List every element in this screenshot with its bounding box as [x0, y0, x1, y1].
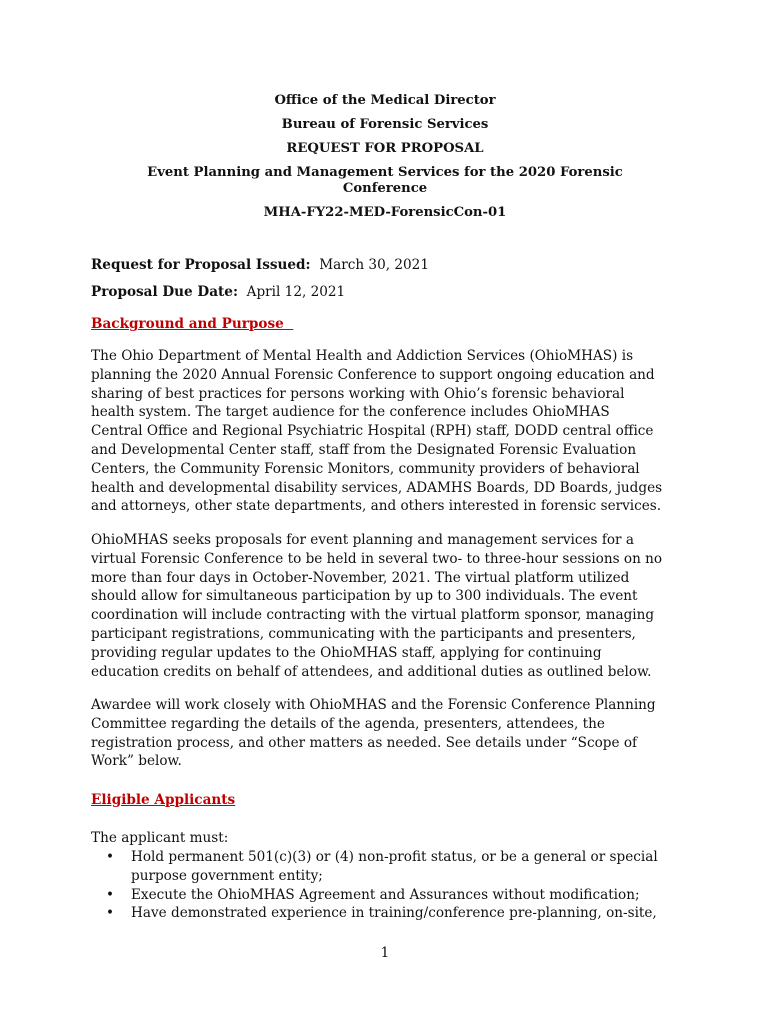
paragraph-line: registration process, and other matters as needed. See details under “Scope of — [91, 734, 638, 751]
eligibility-list — [91, 848, 691, 923]
document-header — [110, 93, 660, 229]
paragraph-line: and Developmental Center staff, staff from the Designated Forensic Evaluation — [91, 441, 637, 458]
paragraph-line: The Ohio Department of Mental Health and Addiction Services (OhioMHAS) is — [91, 348, 634, 364]
list-item-line: Have demonstrated experience in training/conference pre-planning, on-site, — [131, 905, 657, 922]
background-paragraph-2 — [91, 531, 681, 681]
paragraph-line: Work” below. — [91, 753, 182, 770]
event-title-line-1: Event Planning and Management Services for the 2020 Forensic — [147, 165, 623, 180]
eligible-intro — [91, 829, 681, 848]
paragraph-line: virtual Forensic Conference to be held in several two- to three-hour sessions on no — [91, 550, 663, 567]
paragraph-line: more than four days in October-November, 2021. The virtual platform utilized — [91, 569, 630, 586]
due-label: Proposal Due Date: — [91, 284, 238, 300]
list-item-line: Execute the OhioMHAS Agreement and Assurances without modification; — [131, 886, 640, 903]
paragraph-line: participant registrations, communicating with the participants and presenters, — [91, 625, 636, 642]
background-paragraph-3 — [91, 696, 681, 771]
paragraph-line: and attorneys, other state departments, and others interested in forensic services. — [91, 498, 662, 515]
paragraph-line: coordination will include contracting with the virtual platform sponsor, managing — [91, 607, 655, 624]
background-paragraph-1 — [91, 347, 681, 516]
paragraph-line: sharing of best practices for persons working with Ohio’s forensic behavioral — [91, 385, 625, 402]
office-title: Office of the Medical Director — [274, 93, 496, 108]
event-title-line-2: Conference — [342, 181, 428, 196]
paragraph-line: should allow for simultaneous participation by up to 300 individuals. The event — [91, 588, 638, 605]
rfp-number: MHA-FY22-MED-ForensicCon-01 — [263, 205, 507, 220]
rfp-title: REQUEST FOR PROPOSAL — [286, 141, 484, 156]
issued-label: Request for Proposal Issued: — [91, 257, 311, 273]
due-date-row — [91, 283, 345, 301]
paragraph-line: OhioMHAS seeks proposals for event planning and management services for a — [91, 532, 634, 548]
paragraph-line: Awardee will work closely with OhioMHAS and the Forensic Conference Planning — [91, 697, 656, 713]
event-title — [110, 165, 660, 197]
list-item — [91, 886, 691, 905]
due-value: April 12, 2021 — [246, 284, 346, 300]
paragraph-line: education credits on behalf of attendees, and additional duties as outlined below. — [91, 663, 652, 680]
bullet-icon: • — [106, 905, 115, 922]
paragraph-line: Centers, the Community Forensic Monitors, community providers of behavioral — [91, 460, 640, 477]
list-item — [91, 848, 691, 886]
paragraph-line: planning the 2020 Annual Forensic Conference to support ongoing education and — [91, 366, 655, 383]
paragraph-line: health system. The target audience for the conference includes OhioMHAS — [91, 404, 610, 421]
list-item-line: purpose government entity; — [131, 867, 323, 884]
bullet-icon: • — [106, 886, 115, 903]
paragraph-line: providing regular updates to the OhioMHAS staff, applying for continuing — [91, 644, 602, 661]
issued-value: March 30, 2021 — [319, 257, 429, 273]
eligible-heading: Eligible Applicants — [91, 792, 236, 808]
list-item — [91, 904, 691, 923]
background-heading — [91, 315, 293, 333]
list-item-line: Hold permanent 501(c)(3) or (4) non-profit status, or be a general or special — [131, 849, 658, 865]
eligible-intro-text: The applicant must: — [91, 830, 229, 846]
paragraph-line: health and developmental disability services, ADAMHS Boards, DD Boards, judges — [91, 479, 663, 496]
paragraph-line: Committee regarding the details of the agenda, presenters, attendees, the — [91, 715, 605, 732]
bullet-icon: • — [106, 849, 115, 865]
page-number: 1 — [380, 945, 390, 961]
bureau-title: Bureau of Forensic Services — [281, 117, 489, 132]
paragraph-line: Central Office and Regional Psychiatric Hospital (RPH) staff, DODD central office — [91, 423, 654, 440]
background-heading-text: Background and Purpose — [91, 316, 284, 332]
issued-date-row — [91, 256, 429, 274]
